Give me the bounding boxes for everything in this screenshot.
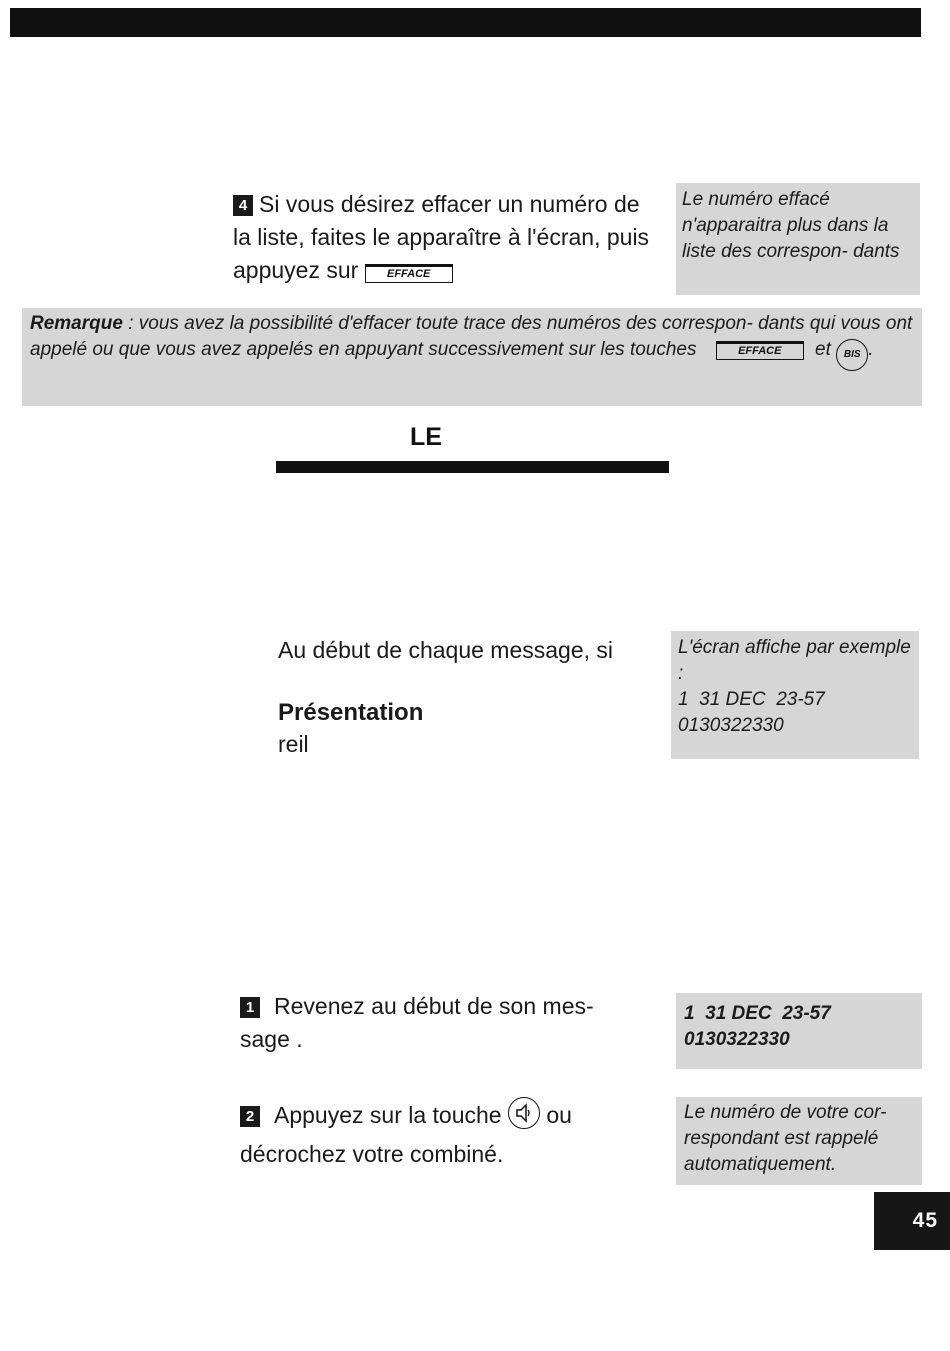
side-note-3 — [676, 1097, 922, 1185]
display-line2: 0130322330 — [684, 1029, 790, 1050]
remark-label: Remarque — [30, 313, 123, 334]
step-2-text-after: ou décrochez votre combiné. — [240, 1102, 572, 1167]
step-4 — [233, 188, 653, 287]
step-2 — [240, 1096, 630, 1174]
step-1 — [240, 990, 630, 1056]
side-note-2-text: L'écran affiche par exemple : — [678, 637, 911, 684]
step-1-text: Revenez au début de son mes- sage . — [240, 993, 594, 1052]
side-note-1-text: Le numéro effacé n'apparaitra plus dans la liste des correspon- dants — [682, 189, 900, 262]
intro-tail: reil — [278, 731, 309, 757]
intro-text: Au début de chaque message, si — [278, 637, 614, 663]
remark-box — [22, 308, 922, 406]
side-note-3-text: Le numéro de votre cor- respondant est rappelé automatiquement. — [684, 1102, 887, 1175]
remark-connector: et — [815, 339, 831, 360]
display-line1: 1 31 DEC 23-57 — [684, 1003, 831, 1024]
step-number: 4 — [233, 195, 253, 216]
step-number: 2 — [240, 1106, 260, 1127]
page-number: 45 — [874, 1192, 950, 1250]
display-example — [676, 993, 922, 1069]
top-rule — [10, 8, 921, 37]
side-note-1 — [676, 183, 920, 295]
side-note-2-line1: 1 31 DEC 23-57 — [678, 689, 825, 710]
step-2-text-before: Appuyez sur la touche — [274, 1102, 502, 1128]
speaker-icon — [508, 1097, 540, 1129]
intro-bold: Présentation — [278, 699, 424, 726]
remark-end: . — [868, 339, 874, 360]
efface-key: EFFACE — [365, 264, 453, 283]
remark-separator: : — [128, 313, 134, 334]
step-4-text: Si vous désirez effacer un numéro de la liste, faites le apparaître à l'écran, puis appuyez sur — [233, 191, 650, 283]
section-rule — [276, 461, 669, 473]
side-note-2-line2: 0130322330 — [678, 715, 784, 736]
remark-text: vous avez la possibilité d'effacer toute trace des numéros des correspon- dants qui vous ont appelé ou que vous avez appelés en appuyant successivement sur les touches — [30, 313, 913, 360]
side-note-2 — [671, 631, 919, 759]
section-heading: LE — [410, 423, 442, 451]
bis-key: BIS — [836, 339, 868, 371]
efface-key: EFFACE — [716, 341, 804, 360]
step-number: 1 — [240, 997, 260, 1018]
